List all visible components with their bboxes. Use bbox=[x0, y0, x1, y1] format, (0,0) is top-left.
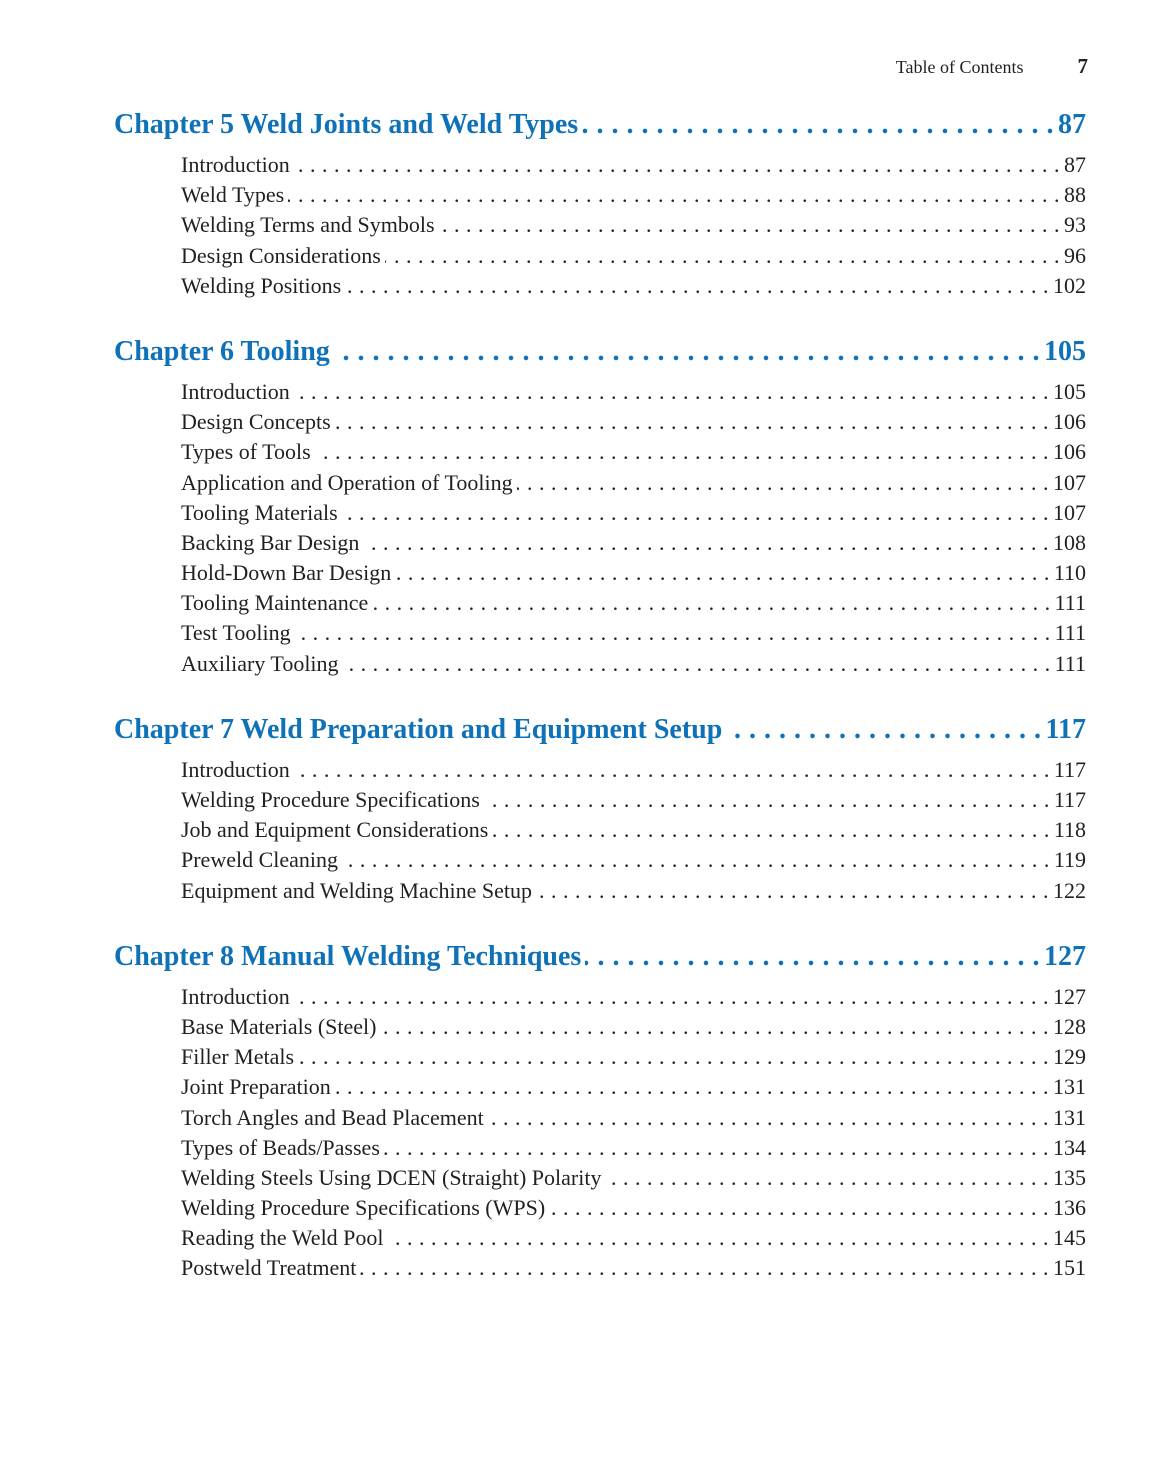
chapter-title: Chapter 7 Weld Preparation and Equipment Setup bbox=[114, 713, 723, 745]
dot-leader bbox=[343, 649, 1051, 679]
toc-entry[interactable] bbox=[114, 755, 1086, 785]
dot-leader bbox=[295, 618, 1051, 648]
toc-entry[interactable] bbox=[114, 1042, 1086, 1072]
toc-entry[interactable] bbox=[114, 150, 1086, 180]
entry-title: Design Considerations bbox=[181, 242, 381, 268]
entry-page: 117 bbox=[1053, 756, 1086, 782]
page-number: 7 bbox=[1077, 54, 1088, 78]
entry-title: Welding Steels Using DCEN (Straight) Polarity bbox=[181, 1164, 602, 1190]
entry-page: 111 bbox=[1054, 650, 1086, 676]
entry-page: 151 bbox=[1053, 1255, 1086, 1281]
toc-entry[interactable] bbox=[114, 558, 1086, 588]
dot-leader bbox=[381, 1012, 1050, 1042]
entry-title: Welding Positions bbox=[181, 272, 342, 298]
entry-page: 88 bbox=[1064, 182, 1086, 208]
entry-title: Introduction bbox=[181, 378, 290, 404]
entry-page: 93 bbox=[1064, 212, 1086, 238]
entry-page: 131 bbox=[1053, 1104, 1086, 1130]
toc-entry[interactable] bbox=[114, 618, 1086, 648]
entry-title: Welding Procedure Specifications bbox=[181, 787, 480, 812]
entry-page: 107 bbox=[1053, 499, 1086, 525]
chapter-title: Chapter 8 Manual Welding Techniques bbox=[114, 940, 582, 972]
entry-title: Base Materials (Steel) bbox=[181, 1013, 377, 1039]
entry-title: Tooling Materials bbox=[181, 499, 338, 525]
dot-leader bbox=[726, 710, 1041, 750]
entry-title: Application and Operation of Tooling bbox=[181, 469, 513, 495]
dot-leader bbox=[288, 180, 1060, 210]
toc-entry[interactable] bbox=[114, 1223, 1086, 1253]
entry-page: 108 bbox=[1053, 529, 1086, 555]
dot-leader bbox=[484, 785, 1050, 815]
entry-page: 87 bbox=[1064, 152, 1086, 177]
toc-entry[interactable] bbox=[114, 241, 1086, 271]
chapter-title: Chapter 5 Weld Joints and Weld Types bbox=[114, 109, 579, 140]
entry-title: Joint Preparation bbox=[181, 1074, 331, 1100]
toc-entry[interactable] bbox=[114, 1193, 1086, 1223]
toc-entry[interactable] bbox=[114, 845, 1086, 875]
toc-entry[interactable] bbox=[114, 876, 1086, 906]
dot-leader bbox=[360, 1253, 1049, 1283]
toc-entry[interactable] bbox=[114, 1253, 1086, 1283]
entry-page: 131 bbox=[1053, 1074, 1086, 1100]
toc-entry[interactable] bbox=[114, 271, 1086, 301]
entry-page: 102 bbox=[1053, 272, 1086, 298]
dot-leader bbox=[549, 1193, 1049, 1223]
entry-page: 134 bbox=[1053, 1134, 1086, 1160]
entry-page: 135 bbox=[1053, 1164, 1086, 1190]
entry-title: Introduction bbox=[181, 152, 290, 177]
entry-title: Welding Procedure Specifications (WPS) bbox=[181, 1195, 546, 1221]
entry-page: 119 bbox=[1053, 847, 1086, 873]
dot-leader bbox=[342, 498, 1049, 528]
toc-entry[interactable] bbox=[114, 180, 1086, 210]
dot-leader bbox=[395, 558, 1050, 588]
entry-title: Test Tooling bbox=[181, 620, 291, 646]
chapter-heading[interactable] bbox=[114, 710, 1086, 750]
toc-entry[interactable] bbox=[114, 649, 1086, 679]
dot-leader bbox=[439, 210, 1060, 240]
chapter-page: 87 bbox=[1058, 109, 1086, 140]
entry-title: Design Concepts bbox=[181, 409, 331, 435]
dot-leader bbox=[294, 982, 1049, 1012]
dot-leader bbox=[298, 1042, 1049, 1072]
toc-entry[interactable] bbox=[114, 437, 1086, 467]
dot-leader bbox=[363, 528, 1049, 558]
entry-page: 122 bbox=[1053, 877, 1086, 903]
entry-title: Equipment and Welding Machine Setup bbox=[181, 877, 532, 903]
entry-title: Filler Metals bbox=[181, 1044, 295, 1070]
toc-entry[interactable] bbox=[114, 1103, 1086, 1133]
dot-leader bbox=[384, 1133, 1049, 1163]
entry-title: Auxiliary Tooling bbox=[181, 650, 339, 676]
entry-title: Introduction bbox=[181, 983, 290, 1009]
dot-leader bbox=[335, 407, 1049, 437]
entry-page: 117 bbox=[1053, 787, 1086, 812]
dot-leader bbox=[294, 755, 1050, 785]
dot-leader bbox=[536, 876, 1049, 906]
entry-page: 111 bbox=[1054, 590, 1086, 616]
chapter-section bbox=[114, 332, 1086, 679]
toc-entry[interactable] bbox=[114, 785, 1086, 815]
dot-leader bbox=[294, 377, 1049, 407]
dot-leader bbox=[605, 1163, 1049, 1193]
chapter-page: 127 bbox=[1044, 940, 1086, 972]
dot-leader bbox=[492, 815, 1049, 845]
chapter-section bbox=[114, 105, 1086, 301]
entry-title: Tooling Maintenance bbox=[181, 590, 369, 616]
entry-title: Introduction bbox=[181, 756, 290, 782]
chapter-heading[interactable] bbox=[114, 105, 1086, 145]
dot-leader bbox=[335, 1072, 1049, 1102]
entry-page: 128 bbox=[1053, 1013, 1086, 1039]
running-head bbox=[896, 54, 1088, 79]
entry-page: 106 bbox=[1053, 439, 1086, 465]
entry-page: 96 bbox=[1064, 242, 1086, 268]
dot-leader bbox=[315, 437, 1049, 467]
entry-page: 145 bbox=[1053, 1225, 1086, 1251]
entry-title: Backing Bar Design bbox=[181, 529, 360, 555]
toc-entry[interactable] bbox=[114, 982, 1086, 1012]
entry-title: Postweld Treatment bbox=[181, 1255, 357, 1281]
dot-leader bbox=[488, 1103, 1049, 1133]
entry-title: Torch Angles and Bead Placement bbox=[181, 1104, 484, 1130]
entry-page: 118 bbox=[1053, 817, 1086, 843]
entry-title: Types of Tools bbox=[181, 439, 311, 465]
dot-leader bbox=[372, 588, 1050, 618]
table-of-contents bbox=[114, 105, 1086, 1284]
chapter-heading[interactable] bbox=[114, 937, 1086, 977]
dot-leader bbox=[585, 937, 1040, 977]
dot-leader bbox=[334, 332, 1040, 372]
chapter-heading[interactable] bbox=[114, 332, 1086, 372]
chapter-page: 117 bbox=[1045, 713, 1086, 745]
toc-entry[interactable] bbox=[114, 377, 1086, 407]
entry-title: Job and Equipment Considerations bbox=[181, 817, 489, 843]
dot-leader bbox=[342, 845, 1050, 875]
entry-title: Types of Beads/Passes bbox=[181, 1134, 380, 1160]
entry-page: 110 bbox=[1053, 560, 1086, 586]
toc-entry[interactable] bbox=[114, 1012, 1086, 1042]
entry-page: 129 bbox=[1053, 1044, 1086, 1070]
dot-leader bbox=[294, 150, 1060, 180]
chapter-title: Chapter 6 Tooling bbox=[114, 335, 330, 367]
entry-title: Welding Terms and Symbols bbox=[181, 212, 435, 238]
toc-entry[interactable] bbox=[114, 468, 1086, 498]
entry-page: 136 bbox=[1053, 1195, 1086, 1221]
toc-entry[interactable] bbox=[114, 210, 1086, 240]
entry-title: Weld Types bbox=[181, 182, 285, 208]
entry-page: 127 bbox=[1053, 983, 1086, 1009]
toc-entry[interactable] bbox=[114, 1072, 1086, 1102]
entry-title: Reading the Weld Pool bbox=[181, 1225, 384, 1251]
toc-entry[interactable] bbox=[114, 815, 1086, 845]
chapter-section bbox=[114, 710, 1086, 906]
entry-page: 106 bbox=[1053, 409, 1086, 435]
entry-page: 105 bbox=[1053, 378, 1086, 404]
toc-entry[interactable] bbox=[114, 1133, 1086, 1163]
entry-title: Preweld Cleaning bbox=[181, 847, 339, 873]
dot-leader bbox=[582, 105, 1054, 145]
dot-leader bbox=[517, 468, 1049, 498]
toc-entry[interactable] bbox=[114, 588, 1086, 618]
dot-leader bbox=[345, 271, 1049, 301]
dot-leader bbox=[388, 1223, 1049, 1253]
chapter-page: 105 bbox=[1044, 335, 1086, 367]
entry-title: Hold-Down Bar Design bbox=[181, 560, 392, 586]
dot-leader bbox=[385, 241, 1060, 271]
toc-entry[interactable] bbox=[114, 498, 1086, 528]
entry-page: 111 bbox=[1054, 620, 1086, 646]
toc-entry[interactable] bbox=[114, 407, 1086, 437]
entry-page: 107 bbox=[1053, 469, 1086, 495]
toc-entry[interactable] bbox=[114, 1163, 1086, 1193]
toc-entry[interactable] bbox=[114, 528, 1086, 558]
chapter-section bbox=[114, 937, 1086, 1284]
running-head-title: Table of Contents bbox=[895, 57, 1024, 77]
